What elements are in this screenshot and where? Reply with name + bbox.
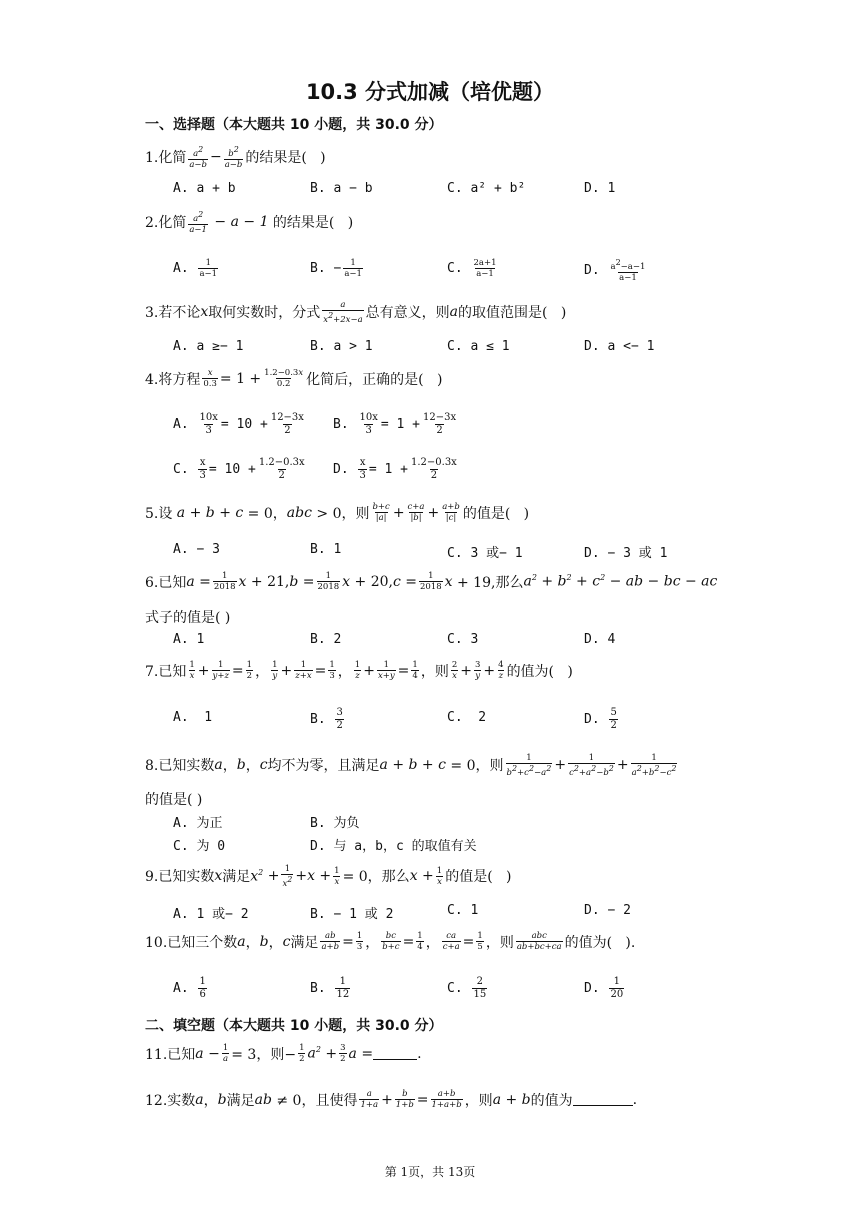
question-8-stem: 8.已知实数 a ， b ， c 均不为零，且满足 a + b + c = 0，则 $\frac{1}{b^2+c^2-a^2}$ + $\frac{1}{c^2+a^2-b^2}$ + $\frac{1}{a^2+b^2-c^2}$ <box>145 753 677 778</box>
question-9-option-b[interactable]: B. − 1 或 2 <box>310 907 394 922</box>
question-5-option-a[interactable]: A. − 3 <box>173 542 220 557</box>
question-1-option-b[interactable]: B. a − b <box>310 181 373 196</box>
section-heading-fill: 二、填空题（本大题共 10 小题，共 30.0 分） <box>145 1018 443 1034</box>
question-1-stem: 1.化简 $\frac{a^2}{a-b}$ − $\frac{b^2}{a-b}$ 的结果是( ) <box>145 145 326 170</box>
question-3-option-a[interactable]: A. a ≥− 1 <box>173 339 244 354</box>
question-12: 12.实数 a ， b 满足 ab ≠ 0，且使得 $\frac{a}{1+a}$ + $\frac{b}{1+b}$ = $\frac{a+b}{1+a+b}$ ，则 a + b 的值为 . <box>145 1089 638 1110</box>
question-7-stem: 7.已知 $\frac{1}{x}$ + $\frac{1}{y+z}$ = $\frac{1}{2}$ ， $\frac{1}{y}$ + $\frac{1}{z+x}$ = $\frac{1}{3}$ ， $\frac{1}{z}$ + $\frac{1}{x+y}$ = $\frac{1}{4}$ ，则 $\frac{2}{x}$ + $\frac{3}{y}$ + $\frac{4}{z}$ 的值为( ) <box>145 660 573 681</box>
question-7-option-a[interactable]: A. 1 <box>173 710 213 725</box>
question-9-stem: 9.已知实数 x 满足 $x^2$ + $\frac{1}{x^2}$ + x + $\frac{1}{x}$ = 0，那么 x + $\frac{1}{x}$ 的值是( ) <box>145 864 512 889</box>
question-8-option-b[interactable]: B. 为负 <box>310 816 360 831</box>
question-7-option-c[interactable]: C. 2 <box>447 710 487 725</box>
question-1-option-d[interactable]: D. 1 <box>584 181 616 196</box>
page-title: 10.3 分式加减（培优题） <box>305 80 555 104</box>
question-5-stem: 5.设 a + b + c = 0， abc > 0，则 $\frac{b+c}{|a|}$ + $\frac{c+a}{|b|}$ + $\frac{a+b}{|c|}$ 的值是( ) <box>145 502 530 523</box>
question-3-option-b[interactable]: B. a > 1 <box>310 339 373 354</box>
question-5-option-b[interactable]: B. 1 <box>310 542 342 557</box>
page-footer: 第 1页，共 13页 <box>384 1165 476 1179</box>
question-9-option-a[interactable]: A. 1 或− 2 <box>173 907 249 922</box>
question-7-option-b[interactable]: B. $\frac{3}{2}$ <box>310 707 343 731</box>
question-11: 11.已知 a − $\frac{1}{a}$ = 3，则− $\frac{1}{2}$ $a^2$ + $\frac{3}{2}$ a = . <box>145 1043 422 1064</box>
question-5-option-d[interactable]: D. − 3 或 1 <box>584 546 668 561</box>
question-4-option-b[interactable]: B. $\frac{10x}{3}$ = 1 + $\frac{12-3x}{2}$ <box>333 412 457 436</box>
question-9-option-c[interactable]: C. 1 <box>447 903 479 918</box>
question-8-option-d[interactable]: D. 与 a，b，c 的取值有关 <box>310 839 477 854</box>
question-6-stem-line2: 式子的值是( ) <box>145 610 231 626</box>
question-10-option-c[interactable]: C. $\frac{2}{15}$ <box>447 976 487 1000</box>
question-4-stem: 4.将方程 $\frac{x}{0.3}$ = 1 + $\frac{1.2-0.3x}{0.2}$ 化简后，正确的是( ) <box>145 368 443 389</box>
question-1-option-c[interactable]: C. a² + b² <box>447 181 526 196</box>
question-4-option-d[interactable]: D. $\frac{x}{3}$ = 1 + $\frac{1.2-0.3x}{2}$ <box>333 457 457 481</box>
question-7-option-d[interactable]: D. $\frac{5}{2}$ <box>584 707 617 731</box>
question-3-option-c[interactable]: C. a ≤ 1 <box>447 339 510 354</box>
question-6-option-a[interactable]: A. 1 <box>173 632 205 647</box>
question-10-option-b[interactable]: B. $\frac{1}{12}$ <box>310 976 350 1000</box>
question-6-stem: 6.已知 a = $\frac{1}{2018}$ x + 21, b = $\frac{1}{2018}$ x + 20, c = $\frac{1}{2018}$ x + 19,那么 $a^2 + b^2 + c^2$ − ab − bc − ac <box>145 571 718 592</box>
question-1-option-a[interactable]: A. a + b <box>173 181 236 196</box>
question-2-option-a[interactable]: A. $\frac{1}{a-1}$ <box>173 258 218 279</box>
question-3-option-d[interactable]: D. a <− 1 <box>584 339 655 354</box>
question-3-stem: 3.若不论 x 取何实数时，分式 $\frac{a}{x^2+2x-a}$ 总有意义，则 a 的取值范围是( ) <box>145 300 567 325</box>
question-4-option-a[interactable]: A. $\frac{10x}{3}$ = 10 + $\frac{12-3x}{2}$ <box>173 412 304 436</box>
answer-blank-11[interactable] <box>373 1047 417 1060</box>
question-9-option-d[interactable]: D. − 2 <box>584 903 631 918</box>
question-2-option-c[interactable]: C. $\frac{2a+1}{a-1}$ <box>447 258 497 279</box>
question-10-option-d[interactable]: D. $\frac{1}{20}$ <box>584 976 624 1000</box>
question-8-stem-line2: 的值是( ) <box>145 792 203 808</box>
question-8-option-a[interactable]: A. 为正 <box>173 816 223 831</box>
question-2-stem: 2.化简 $\frac{a^2}{a-1}$ − a − 1 的结果是( ) <box>145 210 354 235</box>
question-10-option-a[interactable]: A. $\frac{1}{6}$ <box>173 976 206 1000</box>
section-heading-choice: 一、选择题（本大题共 10 小题，共 30.0 分） <box>145 117 443 133</box>
question-10-stem: 10.已知三个数 a ， b ， c 满足 $\frac{ab}{a+b}$ = $\frac{1}{3}$ ， $\frac{bc}{b+c}$ = $\frac{1}{4}$ ， $\frac{ca}{c+a}$ = $\frac{1}{5}$ ，则 $\frac{\text{abc}}{ab+bc+ca}$ 的值为( ). <box>145 931 636 952</box>
question-6-option-d[interactable]: D. 4 <box>584 632 616 647</box>
question-6-option-b[interactable]: B. 2 <box>310 632 342 647</box>
answer-blank-12[interactable] <box>573 1093 633 1106</box>
question-2-option-b[interactable]: B. − $\frac{1}{a-1}$ <box>310 258 362 279</box>
question-6-option-c[interactable]: C. 3 <box>447 632 479 647</box>
question-5-option-c[interactable]: C. 3 或− 1 <box>447 546 523 561</box>
question-8-option-c[interactable]: C. 为 0 <box>173 839 226 854</box>
question-2-option-d[interactable]: D. $\frac{a^2-a-1}{a-1}$ <box>584 258 646 283</box>
question-4-option-c[interactable]: C. $\frac{x}{3}$ = 10 + $\frac{1.2-0.3x}{2}$ <box>173 457 305 481</box>
